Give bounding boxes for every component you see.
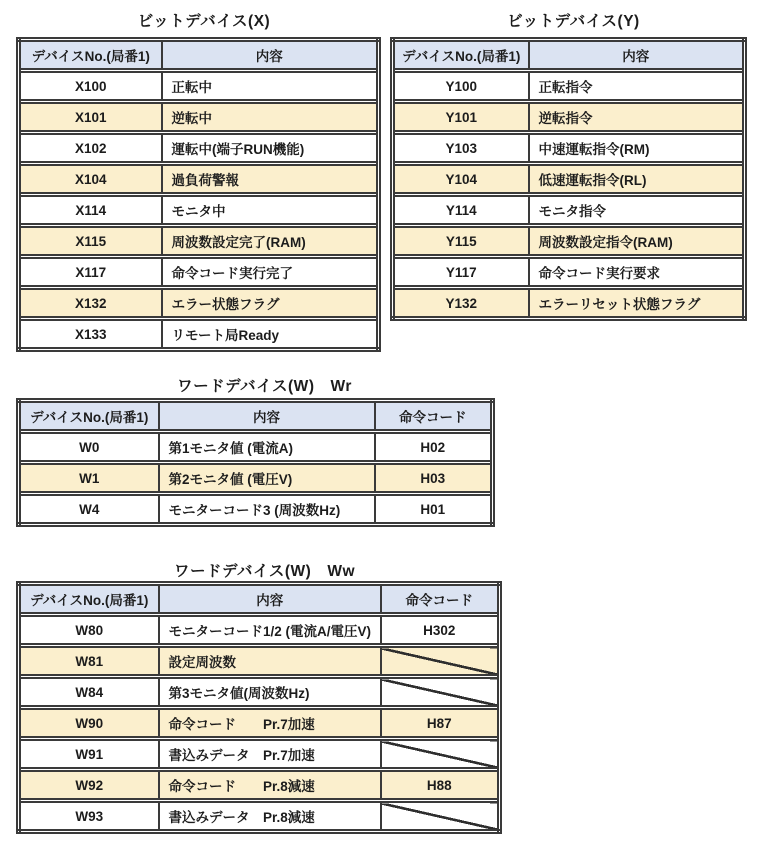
header-cell: 内容 bbox=[529, 40, 745, 71]
table-row bbox=[393, 71, 745, 102]
header-row bbox=[19, 40, 379, 71]
description-cell: 低速運転指令(RL) bbox=[529, 164, 745, 195]
table-row bbox=[393, 133, 745, 164]
description-cell: モニターコード1/2 (電流A/電圧V) bbox=[159, 615, 382, 646]
table-row bbox=[19, 494, 493, 525]
header-row bbox=[19, 401, 493, 432]
header-cell: デバイスNo.(局番1) bbox=[393, 40, 529, 71]
description-cell: 逆転指令 bbox=[529, 102, 745, 133]
word-ww-table-title: ワードデバイス(W) Ww bbox=[173, 563, 356, 580]
device-cell: X102 bbox=[19, 133, 162, 164]
device-cell: X133 bbox=[19, 319, 162, 350]
description-cell: 正転指令 bbox=[529, 71, 745, 102]
table-row bbox=[19, 677, 500, 708]
device-cell: W84 bbox=[19, 677, 159, 708]
description-cell: リモート局Ready bbox=[162, 319, 379, 350]
device-cell: W93 bbox=[19, 801, 159, 832]
description-cell: モニタ中 bbox=[162, 195, 379, 226]
table-row bbox=[19, 801, 500, 832]
word-wr-table bbox=[16, 398, 495, 527]
command-code-cell bbox=[381, 801, 499, 832]
command-code-cell: H302 bbox=[381, 615, 499, 646]
data-table bbox=[390, 37, 747, 321]
table-row bbox=[393, 195, 745, 226]
header-cell: 命令コード bbox=[381, 584, 499, 615]
device-cell: X104 bbox=[19, 164, 162, 195]
description-cell: 命令コード Pr.8減速 bbox=[159, 770, 382, 801]
bit-x-table-title: ビットデバイス(X) bbox=[137, 13, 271, 30]
table-row bbox=[19, 646, 500, 677]
bit-y-table-title: ビットデバイス(Y) bbox=[507, 13, 640, 30]
device-cell: W92 bbox=[19, 770, 159, 801]
table-row bbox=[19, 288, 379, 319]
table-row bbox=[19, 164, 379, 195]
description-cell: モニターコード3 (周波数Hz) bbox=[159, 494, 375, 525]
device-cell: W0 bbox=[19, 432, 159, 463]
description-cell: 第1モニタ値 (電流A) bbox=[159, 432, 375, 463]
header-cell: 内容 bbox=[162, 40, 379, 71]
table-row bbox=[19, 463, 493, 494]
header-cell: 内容 bbox=[159, 584, 382, 615]
data-table bbox=[16, 581, 502, 834]
table-row bbox=[19, 319, 379, 350]
description-cell: 運転中(端子RUN機能) bbox=[162, 133, 379, 164]
table-row bbox=[19, 226, 379, 257]
table-row bbox=[19, 102, 379, 133]
description-cell: 書込みデータ Pr.8減速 bbox=[159, 801, 382, 832]
table-row bbox=[393, 102, 745, 133]
description-cell: 正転中 bbox=[162, 71, 379, 102]
data-table bbox=[16, 37, 381, 352]
description-cell: 第2モニタ値 (電圧V) bbox=[159, 463, 375, 494]
description-cell: 過負荷警報 bbox=[162, 164, 379, 195]
device-cell: W80 bbox=[19, 615, 159, 646]
command-code-cell: H88 bbox=[381, 770, 499, 801]
bit-y-table bbox=[390, 37, 747, 321]
table-row bbox=[19, 71, 379, 102]
table-row bbox=[19, 708, 500, 739]
device-cell: X115 bbox=[19, 226, 162, 257]
command-code-cell: H87 bbox=[381, 708, 499, 739]
device-cell: W81 bbox=[19, 646, 159, 677]
device-cell: Y101 bbox=[393, 102, 529, 133]
table-row bbox=[393, 288, 745, 319]
description-cell: 書込みデータ Pr.7加速 bbox=[159, 739, 382, 770]
description-cell: 命令コード実行完了 bbox=[162, 257, 379, 288]
table-row bbox=[19, 739, 500, 770]
description-cell: 命令コード Pr.7加速 bbox=[159, 708, 382, 739]
table-row bbox=[393, 257, 745, 288]
description-cell: 中速運転指令(RM) bbox=[529, 133, 745, 164]
header-cell: デバイスNo.(局番1) bbox=[19, 584, 159, 615]
table-row bbox=[19, 257, 379, 288]
bit-x-table bbox=[16, 37, 381, 352]
table-row bbox=[19, 195, 379, 226]
device-cell: Y103 bbox=[393, 133, 529, 164]
command-code-cell bbox=[381, 739, 499, 770]
command-code-cell: H03 bbox=[375, 463, 493, 494]
header-cell: 内容 bbox=[159, 401, 375, 432]
device-cell: X132 bbox=[19, 288, 162, 319]
description-cell: 第3モニタ値(周波数Hz) bbox=[159, 677, 382, 708]
device-cell: W4 bbox=[19, 494, 159, 525]
device-cell: Y104 bbox=[393, 164, 529, 195]
device-cell: X114 bbox=[19, 195, 162, 226]
table-row bbox=[19, 615, 500, 646]
command-code-cell bbox=[381, 677, 499, 708]
description-cell: エラー状態フラグ bbox=[162, 288, 379, 319]
description-cell: エラーリセット状態フラグ bbox=[529, 288, 745, 319]
device-cell: X100 bbox=[19, 71, 162, 102]
description-cell: 周波数設定指令(RAM) bbox=[529, 226, 745, 257]
device-cell: W90 bbox=[19, 708, 159, 739]
device-cell: W91 bbox=[19, 739, 159, 770]
table-row bbox=[19, 770, 500, 801]
device-cell: Y117 bbox=[393, 257, 529, 288]
device-cell: W1 bbox=[19, 463, 159, 494]
description-cell: 命令コード実行要求 bbox=[529, 257, 745, 288]
device-cell: X101 bbox=[19, 102, 162, 133]
command-code-cell bbox=[381, 646, 499, 677]
device-cell: Y132 bbox=[393, 288, 529, 319]
table-row bbox=[393, 164, 745, 195]
header-cell: デバイスNo.(局番1) bbox=[19, 40, 162, 71]
command-code-cell: H01 bbox=[375, 494, 493, 525]
table-row bbox=[19, 432, 493, 463]
word-wr-table-title: ワードデバイス(W) Wr bbox=[177, 378, 352, 395]
word-ww-table bbox=[16, 581, 502, 834]
description-cell: モニタ指令 bbox=[529, 195, 745, 226]
header-cell: デバイスNo.(局番1) bbox=[19, 401, 159, 432]
description-cell: 逆転中 bbox=[162, 102, 379, 133]
description-cell: 設定周波数 bbox=[159, 646, 382, 677]
header-row bbox=[19, 584, 500, 615]
table-row bbox=[19, 133, 379, 164]
device-cell: X117 bbox=[19, 257, 162, 288]
device-cell: Y115 bbox=[393, 226, 529, 257]
device-cell: Y100 bbox=[393, 71, 529, 102]
header-row bbox=[393, 40, 745, 71]
table-row bbox=[393, 226, 745, 257]
data-table bbox=[16, 398, 495, 527]
header-cell: 命令コード bbox=[375, 401, 493, 432]
description-cell: 周波数設定完了(RAM) bbox=[162, 226, 379, 257]
command-code-cell: H02 bbox=[375, 432, 493, 463]
device-cell: Y114 bbox=[393, 195, 529, 226]
